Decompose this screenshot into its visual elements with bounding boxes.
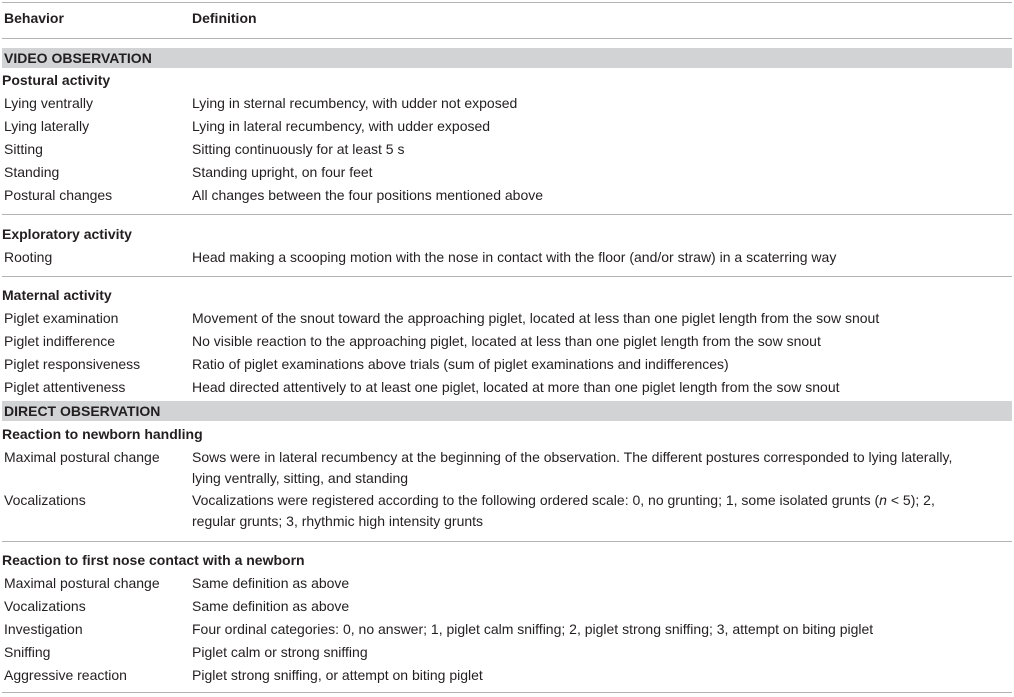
behavior-cell: Investigation xyxy=(4,621,83,637)
definition-cell: Lying in lateral recumbency, with udder exposed xyxy=(192,118,491,134)
column-header-behavior: Behavior xyxy=(4,10,64,26)
behavior-cell: Sitting xyxy=(4,141,43,157)
section-title-direct: DIRECT OBSERVATION xyxy=(4,403,161,419)
definition-cell: Four ordinal categories: 0, no answer; 1, piglet calm sniffing; 2, piglet strong sniffing; 3, attempt on biting piglet xyxy=(192,621,874,637)
behavior-cell: Piglet attentiveness xyxy=(4,379,126,395)
behavior-cell: Maximal postural change xyxy=(4,449,160,465)
definition-cell: Head making a scooping motion with the nose in contact with the floor (and/or straw) in a scaterring way xyxy=(192,249,837,265)
definition-cell: Ratio of piglet examinations above trials (sum of piglet examinations and indifferences) xyxy=(192,356,729,372)
section-band-video xyxy=(2,48,1012,68)
group-title-newborn-handling: Reaction to newborn handling xyxy=(2,426,203,442)
group-title-maternal: Maternal activity xyxy=(2,287,112,303)
definition-cell: Head directed attentively to at least one piglet, located at more than one piglet length from the sow snout xyxy=(192,379,840,395)
definition-cell: Piglet calm or strong sniffing xyxy=(192,644,368,660)
behavior-cell: Piglet indifference xyxy=(4,333,116,349)
behavior-cell: Vocalizations xyxy=(4,598,86,614)
behavior-cell: Lying ventrally xyxy=(4,95,93,111)
definition-cell: Standing upright, on four feet xyxy=(192,164,373,180)
bottom-rule xyxy=(2,692,1012,693)
behavior-cell: Aggressive reaction xyxy=(4,667,127,683)
behavior-cell: Piglet responsiveness xyxy=(4,356,141,372)
definition-cell: Lying in sternal recumbency, with udder not exposed xyxy=(192,95,518,111)
group-rule xyxy=(2,276,1012,277)
definition-cell: No visible reaction to the approaching piglet, located at less than one piglet length from the sow snout xyxy=(192,333,821,349)
definition-cell: Same definition as above xyxy=(192,598,350,614)
behavior-cell: Postural changes xyxy=(4,187,113,203)
behavior-cell: Standing xyxy=(4,164,60,180)
definition-cell: Same definition as above xyxy=(192,575,350,591)
definition-cell: Sows were in lateral recumbency at the beginning of the observation. The different postures corresponded to lying laterally, xyxy=(192,449,953,465)
column-header-definition: Definition xyxy=(192,10,257,26)
definition-text: < 5); 2, xyxy=(886,492,935,508)
definition-cell: All changes between the four positions mentioned above xyxy=(192,187,544,203)
italic-variable: n xyxy=(879,492,887,508)
group-title-postural: Postural activity xyxy=(2,72,111,88)
header-rule xyxy=(2,38,1012,39)
table-row xyxy=(2,449,1012,489)
group-title-nose-contact: Reaction to first nose contact with a newborn xyxy=(2,552,305,568)
definition-cell: Movement of the snout toward the approaching piglet, located at less than one piglet length from the sow snout xyxy=(192,310,880,326)
definition-text: Vocalizations were registered according to the following ordered scale: 0, no grunting; 1, some isolated grunts ( xyxy=(192,492,880,508)
definition-cell: Sitting continuously for at least 5 s xyxy=(192,141,405,157)
section-title-video: VIDEO OBSERVATION xyxy=(4,50,152,66)
behavior-cell: Rooting xyxy=(4,249,53,265)
group-rule xyxy=(2,541,1012,542)
group-rule xyxy=(2,214,1012,215)
definition-cell: Piglet strong sniffing, or attempt on biting piglet xyxy=(192,667,483,683)
table-row xyxy=(2,492,1012,532)
behavior-cell: Piglet examination xyxy=(4,310,119,326)
definition-cell xyxy=(192,492,1014,508)
behavior-cell: Sniffing xyxy=(4,644,51,660)
group-title-exploratory: Exploratory activity xyxy=(2,226,132,242)
top-rule xyxy=(2,2,1012,3)
behavior-cell: Vocalizations xyxy=(4,492,86,508)
behavior-cell: Lying laterally xyxy=(4,118,90,134)
behavior-cell: Maximal postural change xyxy=(4,575,160,591)
definition-cell-continuation: regular grunts; 3, rhythmic high intensity grunts xyxy=(192,513,484,529)
section-band-direct xyxy=(2,401,1012,421)
definition-cell-continuation: lying ventrally, sitting, and standing xyxy=(192,470,409,486)
